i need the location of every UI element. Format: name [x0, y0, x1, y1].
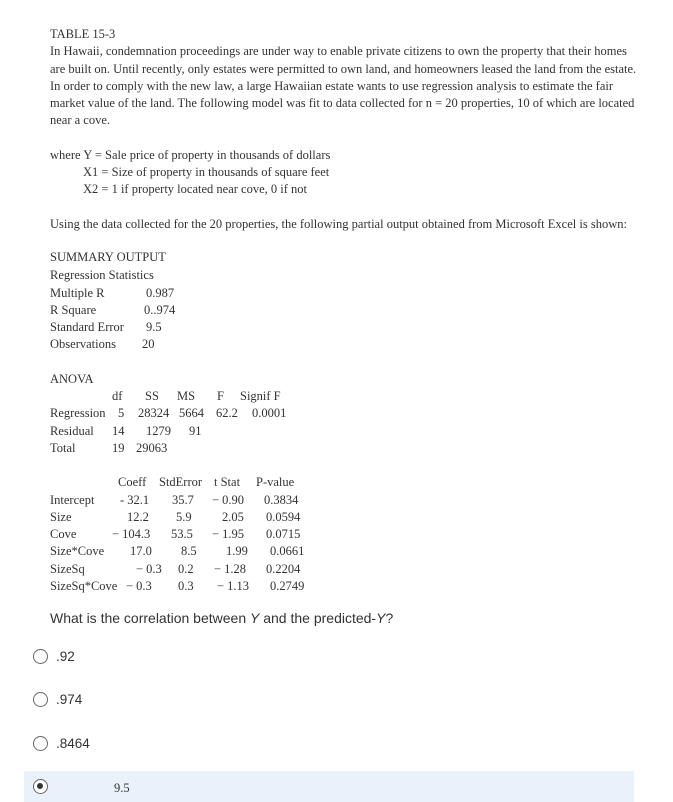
anova-cell: 29063: [136, 441, 168, 455]
anova-col-f: F: [217, 389, 224, 403]
radio-circle-icon[interactable]: [33, 649, 48, 664]
anova-col-ss: SS: [145, 389, 159, 403]
question-middle: and the predicted-: [259, 610, 377, 626]
answer-option-1[interactable]: [24, 641, 634, 675]
coeff-row-label: Intercept: [50, 493, 95, 507]
option-label: .92: [56, 649, 75, 664]
anova-cell: 1279: [146, 424, 171, 438]
coeff-cell: 0.0715: [266, 527, 301, 541]
stat-label: Standard Error: [50, 320, 124, 334]
coeff-cell: - 32.1: [120, 493, 150, 507]
using-line: Using the data collected for the 20 properties, the following partial output obtained from Microsoft Excel is shown:: [50, 217, 627, 231]
stat-label: Observations: [50, 337, 116, 351]
anova-cell: 62.2: [216, 406, 238, 420]
coeff-row-label: Cove: [50, 527, 77, 541]
coeff-row-label: Size: [50, 510, 72, 524]
coeff-cell: 12.2: [127, 510, 149, 524]
coeff-cell: 0.3834: [264, 493, 299, 507]
stat-value: 9.5: [146, 320, 162, 334]
coeff-cell: 0.0594: [266, 510, 301, 524]
anova-row-label: Residual: [50, 424, 94, 438]
coeff-cell: 53.5: [171, 527, 193, 541]
radio-circle-icon[interactable]: [33, 692, 48, 707]
anova-cell: 5: [118, 406, 125, 420]
anova-header: ANOVA: [50, 372, 94, 386]
question-var-y: Y: [250, 610, 260, 626]
coeff-row-label: SizeSq: [50, 562, 85, 576]
question-prompt: [50, 610, 393, 626]
stat-label: Multiple R: [50, 286, 105, 300]
anova-cell: 91: [189, 424, 202, 438]
answer-option-2[interactable]: [24, 684, 634, 718]
radio-selected-icon[interactable]: [33, 779, 48, 794]
coeff-row-label: SizeSq*Cove: [50, 579, 118, 593]
question-var-predicted-y: Y: [376, 610, 386, 626]
anova-cell: 28324: [138, 406, 170, 420]
coeff-cell: − 0.90: [212, 493, 245, 507]
coeff-cell: 1.99: [226, 544, 248, 558]
anova-row-label: Regression: [50, 406, 106, 420]
regression-statistics-header: Regression Statistics: [50, 268, 154, 282]
stat-value: 0.987: [146, 286, 175, 300]
coeff-cell: 35.7: [172, 493, 194, 507]
option-label: .974: [56, 692, 83, 707]
question-prefix: What is the correlation between: [50, 610, 250, 626]
coeff-col-coeff: Coeff: [118, 475, 147, 489]
coeff-cell: − 1.28: [214, 562, 247, 576]
anova-col-ms: MS: [177, 389, 196, 403]
option-label: .8464: [56, 736, 90, 751]
coeff-col-tstat: t Stat: [214, 475, 241, 489]
stat-label: R Square: [50, 303, 97, 317]
option-answer-text: 9.5: [114, 781, 130, 795]
coeff-col-stderror: StdError: [159, 475, 203, 489]
coeff-cell: 2.05: [222, 510, 244, 524]
coeff-cell: 0.3: [178, 579, 194, 593]
stat-value: 0..974: [144, 303, 176, 317]
where-line-x2: X2 = 1 if property located near cove, 0 if not: [83, 182, 307, 196]
question-suffix: ?: [385, 610, 394, 626]
coeff-cell: 8.5: [181, 544, 197, 558]
question-stem: [50, 26, 640, 130]
coeff-col-pvalue: P-value: [256, 475, 295, 489]
where-line-y: where Y = Sale price of property in thousands of dollars: [50, 148, 331, 162]
coeff-cell: − 104.3: [112, 527, 151, 541]
coeff-cell: 17.0: [130, 544, 152, 558]
coeff-cell: 0.0661: [270, 544, 305, 558]
coeff-cell: 0.2: [178, 562, 194, 576]
coeff-cell: − 1.13: [217, 579, 250, 593]
stem-paragraph: In Hawaii, condemnation proceedings are under way to enable private citizens to own the property that their homes are built on. Until recently, only estates were permitted to own land, and homeowners leased the land from the estate. In order to comply with the new law, a large Hawaiian estate wants to use regression analysis to estimate the fair market value of the land. The following model was fit to data collected for n = 20 properties, 10 of which are located near a cove.: [50, 44, 637, 128]
anova-cell: 14: [112, 424, 125, 438]
coeff-row-label: Size*Cove: [50, 544, 105, 558]
summary-header: SUMMARY OUTPUT: [50, 250, 166, 264]
coeff-cell: 5.9: [176, 510, 192, 524]
coeff-cell: 0.2749: [270, 579, 305, 593]
anova-col-signif: Signif F: [240, 389, 281, 403]
anova-col-df: df: [112, 389, 123, 403]
coeff-cell: − 1.95: [212, 527, 245, 541]
coeff-cell: − 0.3: [126, 579, 152, 593]
anova-row-label: Total: [50, 441, 76, 455]
coeff-cell: − 0.3: [136, 562, 162, 576]
stat-value: 20: [142, 337, 155, 351]
anova-cell: 0.0001: [252, 406, 287, 420]
table-title: TABLE 15-3: [50, 27, 116, 41]
anova-cell: 5664: [179, 406, 204, 420]
anova-cell: 19: [112, 441, 125, 455]
where-line-x1: X1 = Size of property in thousands of square feet: [83, 165, 330, 179]
answer-option-4[interactable]: [24, 771, 634, 802]
coeff-cell: 0.2204: [266, 562, 301, 576]
radio-circle-icon[interactable]: [33, 736, 48, 751]
answer-option-3[interactable]: [24, 728, 634, 762]
